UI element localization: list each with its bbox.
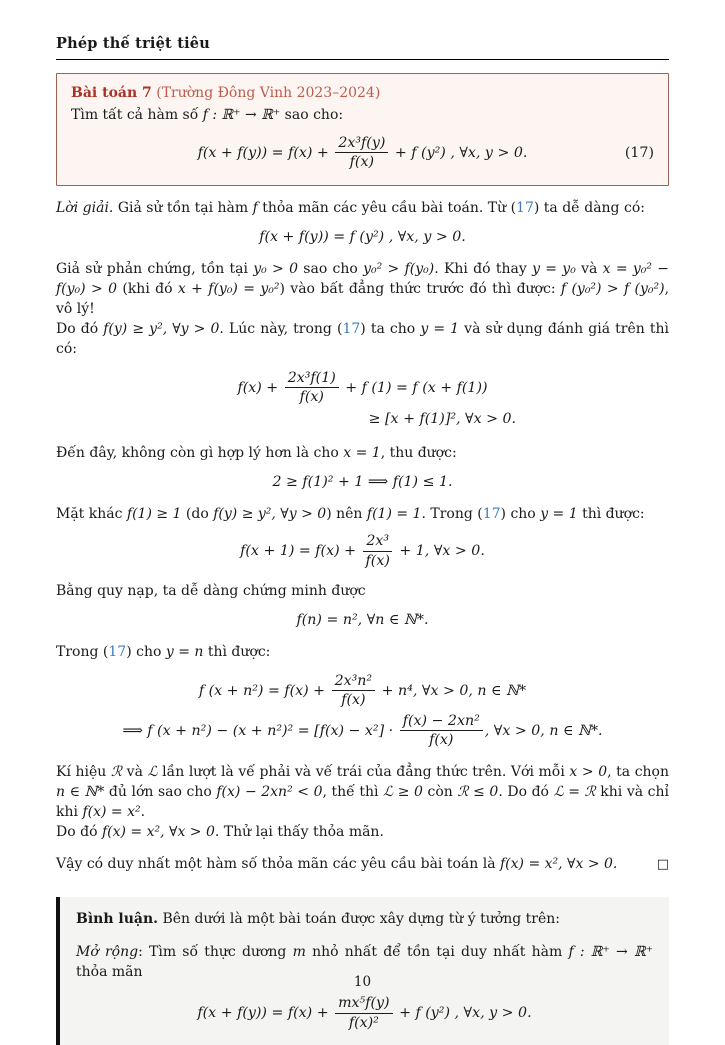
math-run: ℒ ≥ 0	[383, 784, 423, 801]
fraction-denominator: f(x)	[365, 552, 390, 569]
text-run: Đến đây, không còn gì hợp lý hơn là cho	[56, 445, 344, 462]
math-run: x + f(y₀) = y₀²	[177, 280, 280, 297]
equation-f-line1	[56, 671, 669, 711]
math-run: f(n) = n², ∀n ∈ ℕ*.	[296, 611, 429, 628]
equation-f-line2	[56, 711, 669, 751]
fraction-numerator: 2x³f(y)	[335, 135, 388, 153]
fraction-denominator: f(x)	[429, 731, 454, 748]
comment-intro	[76, 909, 653, 929]
math-run: f(1) = 1	[366, 506, 422, 523]
equation-ref-link[interactable]: 17	[108, 643, 127, 660]
text-run: Kí hiệu	[56, 764, 111, 781]
text-run: , ta chọn	[607, 764, 669, 781]
substitute-y-n-paragraph	[56, 642, 669, 662]
text-run: , thế thì	[322, 784, 384, 801]
math-run: , ∀x > 0, n ∈ ℕ*.	[484, 722, 603, 739]
text-run: ) nên	[326, 506, 367, 523]
fraction-numerator: 2x³	[363, 533, 392, 551]
math-run: f(x) = x²	[82, 804, 141, 821]
induction-paragraph	[56, 581, 669, 601]
text-run: Bằng quy nạp, ta dễ dàng chứng minh được	[56, 582, 366, 599]
equation-b-line1	[56, 368, 669, 408]
page-header	[56, 34, 669, 60]
text-run: ) ta cho	[360, 320, 421, 337]
text-run: Vậy có duy nhất một hàm số thỏa mãn các yêu cầu bài toán là	[56, 856, 500, 873]
fraction	[335, 135, 388, 171]
equation-b-line2	[56, 407, 669, 431]
conclusion-text	[56, 854, 617, 874]
running-head-title: Phép thế triệt tiêu	[56, 35, 210, 52]
text-run: thì được:	[577, 506, 645, 523]
text-run: nhỏ nhất để tồn tại duy nhất hàm	[305, 944, 569, 961]
contradiction-paragraph	[56, 259, 669, 359]
math-run: f(x + f(y)) = f(x) +	[197, 1005, 334, 1022]
math-run: f(x) = x², ∀x > 0.	[500, 856, 618, 873]
text-run: ) vào bất đẳng thức trước đó thì được:	[279, 280, 561, 297]
equation-ref-link[interactable]: 17	[516, 199, 534, 216]
fraction	[363, 533, 393, 569]
math-run: y = 1	[420, 320, 460, 337]
text-run: , vô lý!	[56, 280, 670, 317]
text-run: (khi đó	[117, 280, 178, 297]
text-run: Giả sử tồn tại hàm	[113, 199, 253, 216]
math-run: f(x + f(y)) = f(x) +	[197, 144, 334, 161]
math-run: ℛ ≤ 0	[457, 784, 499, 801]
text-run: Bình luận.	[76, 911, 159, 928]
math-run: f (x + n²) = f(x) +	[198, 682, 330, 699]
text-run: . Do đó	[498, 784, 554, 801]
math-run: + f (y²) , ∀x, y > 0.	[390, 144, 528, 161]
text-run: Tìm tất cả hàm số	[71, 107, 203, 123]
display-equation-e	[56, 610, 669, 630]
problem-title: Bài toán 7	[71, 85, 152, 101]
text-run: sao cho	[298, 260, 364, 277]
math-run: y₀² > f(y₀)	[363, 260, 435, 277]
math-run: f(y) ≥ y², ∀y > 0	[213, 506, 327, 523]
set-x-equals-1-paragraph	[56, 443, 669, 463]
math-run: y = 1	[540, 506, 578, 523]
text-run: Trong (	[56, 643, 109, 660]
math-run: f(y) ≥ y², ∀y > 0	[103, 320, 220, 337]
math-run: y = y₀	[532, 260, 576, 277]
display-equation-d	[56, 533, 669, 569]
math-run: y₀ > 0	[253, 260, 298, 277]
math-run: f(1) ≥ 1	[126, 506, 182, 523]
text-run: Mặt khác	[56, 506, 127, 523]
text-run: Lời giải.	[56, 199, 114, 216]
math-run: n ∈ ℕ*	[56, 784, 105, 801]
math-run: x = 1	[343, 445, 381, 462]
fraction	[335, 995, 392, 1031]
math-run: ℛ	[110, 764, 123, 781]
equation-17	[71, 135, 654, 171]
text-run: Do đó	[56, 824, 102, 841]
fraction	[332, 673, 376, 709]
math-run: f(x + 1) = f(x) +	[240, 543, 361, 560]
fraction-denominator: f(x)²	[348, 1014, 379, 1031]
math-run: f(x) +	[237, 379, 283, 396]
text-run: và	[122, 764, 148, 781]
math-run: x = y₀² − f(y₀) > 0	[56, 260, 670, 297]
fraction	[400, 713, 483, 749]
text-run: đủ lớn sao cho	[104, 784, 217, 801]
text-run: , thu được:	[380, 445, 457, 462]
text-run: sao cho:	[280, 107, 344, 123]
text-run: thỏa mãn các yêu cầu bài toán. Từ (	[257, 199, 517, 216]
text-run: lần lượt là vế phải và vế trái của đẳng thức trên. Với mỗi	[157, 764, 570, 781]
text-run: còn	[422, 784, 458, 801]
text-run: thì được:	[203, 643, 271, 660]
display-equation-c	[56, 472, 669, 492]
conclusion-line	[56, 854, 669, 875]
math-run: f(x) − 2xn² < 0	[216, 784, 323, 801]
text-run: khi và chỉ khi	[56, 784, 670, 821]
problem-box	[56, 73, 669, 186]
fraction-numerator: 2x³n²	[332, 673, 376, 691]
display-equation-f	[56, 671, 669, 750]
math-run: x > 0	[569, 764, 608, 781]
solution-intro-paragraph	[56, 198, 669, 218]
equation-ref-link[interactable]: 17	[482, 506, 501, 523]
math-run: y = n	[165, 643, 204, 660]
math-run: m	[292, 944, 306, 961]
qed-symbol: □	[656, 857, 669, 873]
text-run: . Thử lại thấy thỏa mãn.	[214, 824, 384, 841]
fraction-denominator: f(x)	[341, 692, 366, 709]
fraction-denominator: f(x)	[299, 388, 324, 405]
math-run: ℒ	[147, 764, 158, 781]
problem-source: (Trường Đông Vinh 2023–2024)	[156, 85, 381, 101]
problem-statement	[71, 105, 654, 125]
equation-17-body	[198, 135, 528, 171]
fraction-denominator: f(x)	[349, 154, 374, 171]
final-argument-paragraph	[56, 762, 669, 842]
text-run: và sử dụng đánh giá trên thì có:	[56, 320, 670, 357]
math-run: f (y₀²) > f (y₀²)	[560, 280, 665, 297]
math-run: ⟹ f (x + n²) − (x + n²)² = [f(x) − x²] ·	[122, 722, 398, 739]
display-equation-a	[56, 227, 669, 247]
math-run: f(x) = x², ∀x > 0	[101, 824, 215, 841]
math-run: f(x + f(y)) = f (y²) , ∀x, y > 0.	[259, 228, 466, 245]
math-run: ≥ [x + f(1)]², ∀x > 0.	[368, 411, 517, 428]
math-run: + f (y²) , ∀x, y > 0.	[394, 1005, 532, 1022]
equation-17-number: (17)	[624, 144, 654, 161]
math-run: f	[252, 199, 258, 216]
text-run: Mở rộng	[76, 944, 139, 961]
problem-heading	[71, 83, 654, 103]
text-run: Giả sử phản chứng, tồn tại	[56, 260, 254, 277]
math-run: 2 ≥ f(1)² + 1 ⟹ f(1) ≤ 1.	[272, 474, 453, 491]
fraction	[285, 370, 339, 406]
text-run: ) cho	[500, 506, 541, 523]
text-run: thỏa mãn	[76, 964, 143, 981]
text-run: và	[575, 260, 603, 277]
fraction-numerator: 2x³f(1)	[285, 370, 339, 388]
math-run: + 1, ∀x > 0.	[394, 543, 485, 560]
fraction-numerator: f(x) − 2xn²	[400, 713, 483, 731]
math-run: ℒ = ℛ	[553, 784, 596, 801]
text-run: . Lúc này, trong (	[219, 320, 343, 337]
page-number: 10	[353, 974, 372, 990]
text-run: ) cho	[126, 643, 166, 660]
f1-equals-1-paragraph	[56, 504, 669, 524]
comment-equation	[76, 995, 653, 1031]
text-run: Bên dưới là một bài toán được xây dựng từ ý tưởng trên:	[158, 911, 560, 928]
text-run: : Tìm số thực dương	[138, 944, 293, 961]
math-run: + n⁴, ∀x > 0, n ∈ ℕ*	[377, 682, 527, 699]
equation-ref-link[interactable]: 17	[342, 320, 361, 337]
text-run: ) ta dễ dàng có:	[533, 199, 645, 216]
header-rule	[56, 59, 669, 60]
text-run: .	[140, 804, 146, 821]
text-run: . Trong (	[421, 506, 483, 523]
text-run: (do	[181, 506, 214, 523]
math-run: f : ℝ⁺ → ℝ⁺	[202, 107, 281, 123]
text-run: . Khi đó thay	[434, 260, 533, 277]
text-run: Do đó	[56, 320, 104, 337]
fraction-numerator: mx⁵f(y)	[335, 995, 392, 1013]
math-run: + f (1) = f (x + f(1))	[340, 379, 488, 396]
math-run: f : ℝ⁺ → ℝ⁺	[568, 944, 653, 961]
display-equation-b	[56, 368, 669, 432]
